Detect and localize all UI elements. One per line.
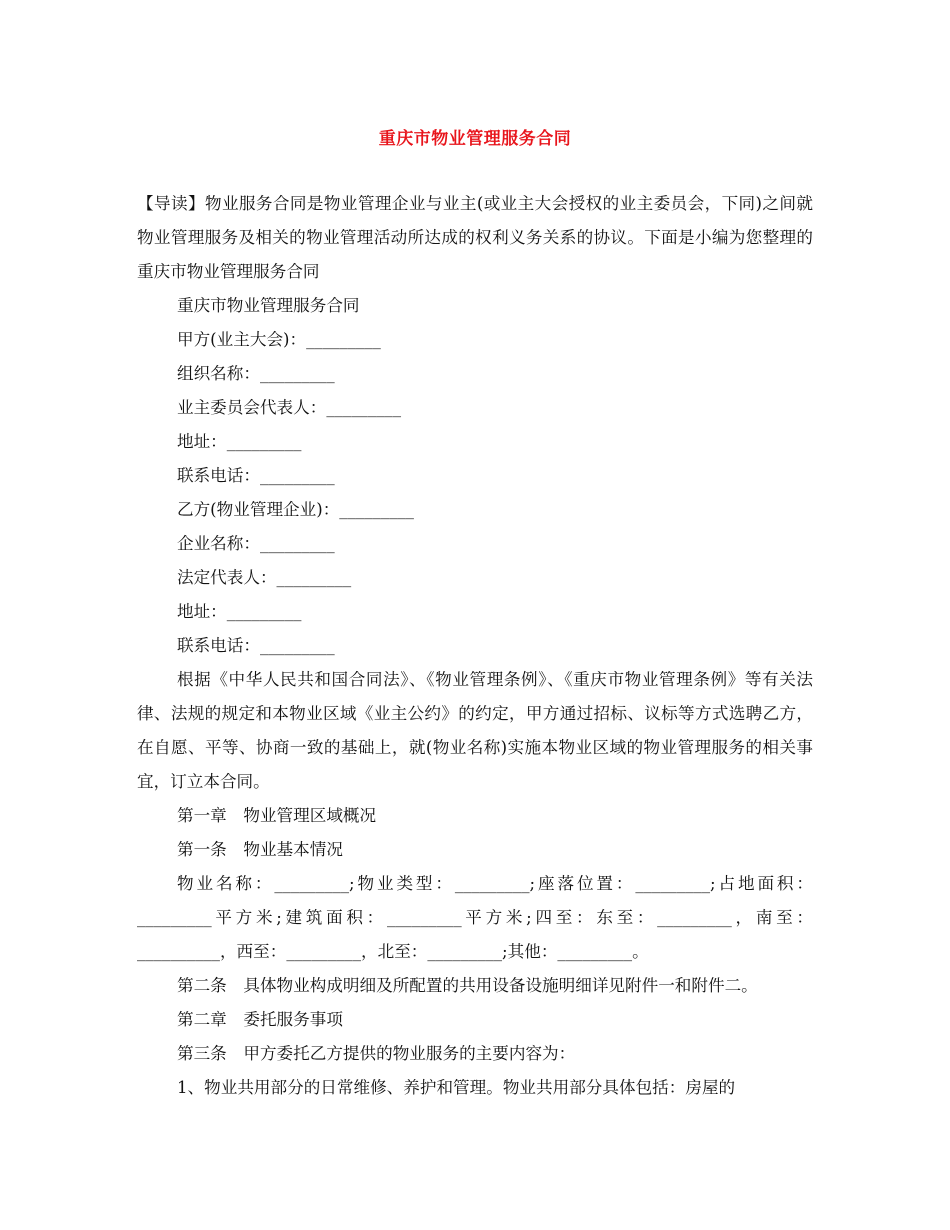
article-3-heading: 第三条 甲方委托乙方提供的物业服务的主要内容为： <box>177 1044 576 1063</box>
owner-committee-representative-line: 业主委员会代表人：_________ <box>177 398 402 417</box>
legal-representative-line: 法定代表人：_________ <box>177 568 352 587</box>
document-body <box>137 187 813 1105</box>
article-2-text: 第二条 具体物业构成明细及所配置的共用设备设施明细详见附件一和附件二。 <box>177 976 758 995</box>
party-a-address-line: 地址：_________ <box>177 432 302 451</box>
chapter-1-heading: 第一章 物业管理区域概况 <box>177 806 377 825</box>
party-b-phone-line: 联系电话：_________ <box>177 636 335 655</box>
organization-name-line: 组织名称：_________ <box>177 364 335 383</box>
contract-heading-line: 重庆市物业管理服务合同 <box>177 296 360 315</box>
basis-paragraph: 根据《中华人民共和国合同法》、《物业管理条例》、《重庆市物业管理条例》等有关法律、法规的规定和本物业区域《业主公约》的约定，甲方通过招标、议标等方式选聘乙方，在自愿、平等、协商一致的基础上，就(物业名称)实施本物业区域的物业管理服务的相关事宜，订立本合同。 <box>137 670 813 791</box>
article-1-heading: 第一条 物业基本情况 <box>177 840 343 859</box>
party-b-address-line: 地址：_________ <box>177 602 302 621</box>
property-info-paragraph: 物业名称：_________;物业类型：_________;座落位置：_________;占地面积：_________平方米;建筑面积：_________平方米;四至：东至：_________，南至：__________，西至：_________，北至：_________;其他：_________。 <box>137 874 813 961</box>
document-title: 重庆市物业管理服务合同 <box>378 129 572 149</box>
item-1-text: 1、物业共用部分的日常维修、养护和管理。物业共用部分具体包括：房屋的 <box>177 1078 736 1097</box>
party-b-line: 乙方(物业管理企业)：_________ <box>177 500 414 519</box>
intro-paragraph: 【导读】物业服务合同是物业管理企业与业主(或业主大会授权的业主委员会，下同)之间就物业管理服务及相关的物业管理活动所达成的权利义务关系的协议。下面是小编为您整理的重庆市物业管理服务合同 <box>137 194 813 281</box>
party-a-phone-line: 联系电话：_________ <box>177 466 335 485</box>
party-a-line: 甲方(业主大会)：_________ <box>177 330 381 349</box>
chapter-2-heading: 第二章 委托服务事项 <box>177 1010 343 1029</box>
company-name-line: 企业名称：_________ <box>177 534 335 553</box>
